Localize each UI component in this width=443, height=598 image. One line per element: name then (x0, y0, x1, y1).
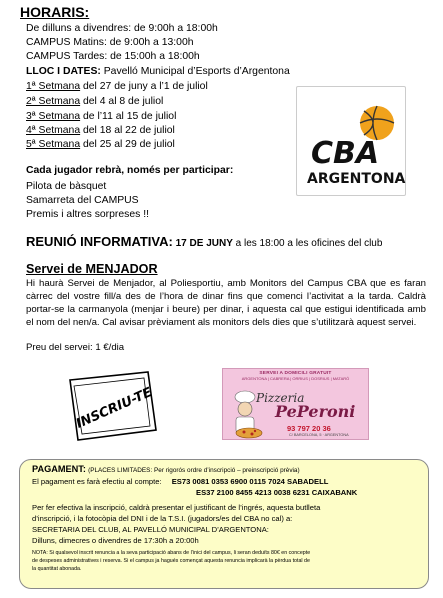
reunio-label: REUNIÓ INFORMATIVA: (26, 234, 173, 249)
basketball-icon (297, 87, 407, 197)
pagament-places: (PLACES LIMITADES: Per rigorós ordre d’inscripció – preinscripció prèvia) (88, 467, 300, 474)
servei-text: Hi haurà Servei de Menjador, al Poliesportiu, amb Monitors del Campus CBA que es faran càrrec del vostre fill/a des de l’hora de dinar fins que comenci l’activitat a la tarda. Caldrà portar-se la carmanyola (menjar i beure) per dinar, i aquesta cal que estigui identificada amb el nom del nen/a. Cal avisar prèviament als monitors dels dies que s’utilitzarà aquest servei. (26, 278, 426, 328)
pagament-note: de despeses administratives i reserva. Si el campus ja hagués començat aquesta renuncia implicarà la pèrdua total de (32, 558, 310, 564)
pagament-text: SECRETARIA DEL CLUB, AL PAVELLÓ MUNICIPAL D’ARGENTONA: (32, 525, 269, 534)
horaris-title: HORARIS: (20, 4, 90, 20)
logo-text-top: CBA (311, 136, 380, 171)
reunio-rest: a les 18:00 a les oficines del club (232, 238, 383, 249)
pagament-title: PAGAMENT: (32, 464, 86, 474)
pagament-account-line (32, 477, 328, 488)
setmana-label: 3ª Setmana (26, 111, 81, 122)
reunio-date: 17 DE JUNY (172, 238, 233, 249)
horaris-line: CAMPUS Matins: de 9:00h a 13:00h (26, 37, 194, 48)
pizzeria-tagline: SERVEI A DOMICILI GRATUIT (259, 371, 332, 376)
setmana-line (26, 138, 175, 151)
pagament-note: NOTA: Si qualsevol inscrit renuncia a la seva participació abans de l’inici del campus, li seran deduïts 80€ en concepte (32, 550, 311, 556)
jugador-item: Pilota de bàsquet (26, 181, 107, 192)
pagament-text: d’inscripció, i la fotocòpia del DNI i de la T.S.I. (jugadors/es del CBA no cal) a: (32, 514, 293, 523)
pagament-note: la quantitat abonada. (32, 566, 82, 572)
pizzeria-ad (222, 368, 369, 440)
setmana-dates: del 27 de juny a l’1 de juliol (80, 81, 208, 92)
jugador-item: Samarreta del CAMPUS (26, 195, 139, 206)
badge-text: INSCRIU-TE (74, 385, 155, 432)
pagament-account-2: ES37 2100 8455 4213 0038 6231 CAIXABANK (196, 488, 358, 497)
pizzeria-name-2: PePeroni (275, 402, 356, 421)
inscriu-te-badge (60, 368, 162, 446)
pagament-account-intro: El pagament es farà efectiu al compte: (32, 477, 162, 486)
setmana-dates: de l’11 al 15 de juliol (80, 111, 177, 122)
setmana-line (26, 124, 175, 137)
pagament-text: Per fer efectiva la inscripció, caldrà presentar el justificant de l’ingrés, aquesta butlleta (32, 503, 321, 512)
setmana-label: 4ª Setmana (26, 125, 81, 136)
pizzeria-name-1: Pizzeria (256, 391, 305, 405)
setmana-line (26, 110, 176, 123)
pizzeria-sub: ARGENTONA | CABRERA | ORRIUS | DOSRIUS | MATARÓ (241, 376, 350, 381)
pagament-box (19, 459, 429, 589)
pagament-text: Dilluns, dimecres o divendres de 17:30h a 20:00h (32, 536, 199, 545)
servei-price: Preu del servei: 1 €/dia (26, 342, 125, 353)
setmana-line (26, 95, 163, 108)
servei-title: Servei de MENJADOR (26, 262, 158, 276)
cba-argentona-logo (296, 86, 406, 196)
jugador-title: Cada jugador rebrà, només per participar: (26, 165, 234, 176)
logo-text-bottom: ARGENTONA (307, 171, 406, 187)
setmana-dates: del 18 al 22 de juliol (80, 125, 175, 136)
setmana-label: 1ª Setmana (26, 81, 81, 92)
lloc-line (26, 65, 290, 78)
setmana-line (26, 80, 208, 93)
setmana-label: 2ª Setmana (26, 96, 81, 107)
setmana-dates: del 25 al 29 de juliol (80, 139, 175, 150)
horaris-line: De dilluns a divendres: de 9:00h a 18:00h (26, 23, 218, 34)
horaris-line: CAMPUS Tardes: de 15:00h a 18:00h (26, 51, 200, 62)
pizza-icon (235, 427, 263, 439)
jugador-item: Premis i altres sorpreses !! (26, 209, 149, 220)
pizzeria-phone: 93 797 20 36 (287, 424, 331, 433)
setmana-label: 5ª Setmana (26, 139, 81, 150)
pagament-header (32, 464, 300, 477)
pagament-account-1: ES73 0081 0353 6900 0115 7024 SABADELL (171, 477, 329, 486)
pizzeria-address: C/ BARCELONA, 5 · ARGENTONA (289, 433, 349, 437)
lloc-label: LLOC I DATES: (26, 66, 101, 77)
reunio-line (26, 234, 382, 249)
setmana-dates: del 4 al 8 de juliol (80, 96, 164, 107)
lloc-value: Pavelló Municipal d’Esports d’Argentona (100, 66, 290, 77)
